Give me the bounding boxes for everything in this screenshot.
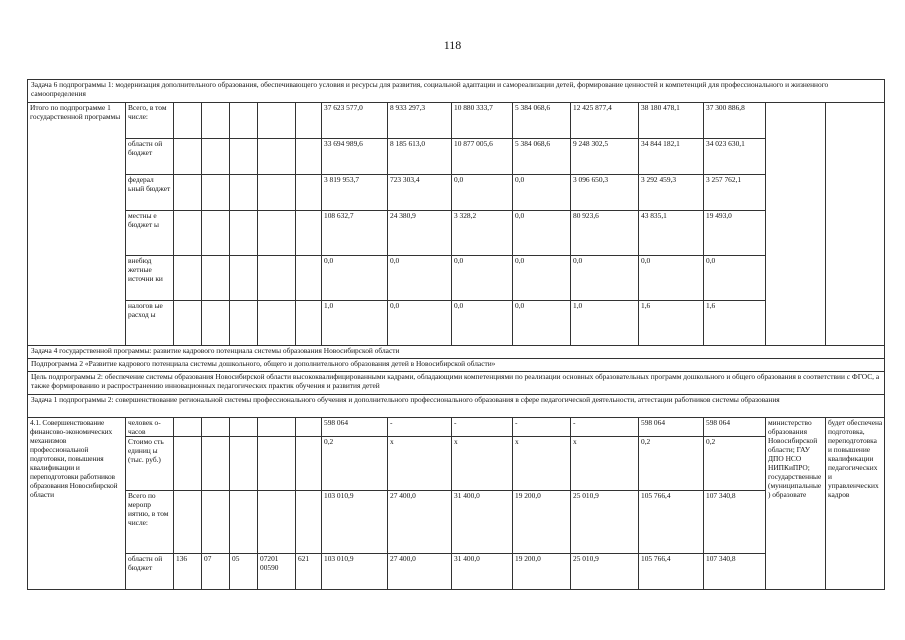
code-cell (202, 491, 230, 554)
value-cell: 103 010,9 (322, 554, 388, 590)
code-cell (296, 418, 322, 437)
code-cell (296, 256, 322, 301)
value-cell: 598 064 (322, 418, 388, 437)
table-row (28, 554, 885, 590)
table-row (28, 491, 885, 554)
code-cell (258, 418, 296, 437)
table-row (28, 256, 885, 301)
value-cell: 8 933 297,3 (388, 103, 452, 139)
section-row (28, 372, 885, 395)
code-cell: 07201 00590 (258, 554, 296, 590)
goal-subprogram2: Цель подпрограммы 2: обеспечение системы образования Новосибирской области высококвалифицированными кадрами, обладающими компетенциями по реализации основных образовательных программ дошкольного и общего образования в соответствии с ФГОС, а также формированию и распространению инновационных педагогических практик обучения и развития детей (28, 372, 885, 395)
code-cell: 07 (202, 554, 230, 590)
code-cell (258, 139, 296, 175)
code-cell (174, 139, 202, 175)
table-row (28, 175, 885, 211)
budget-table (27, 79, 885, 590)
executor-cell (766, 103, 826, 346)
subprogram2-heading: Подпрограмма 2 «Развитие кадрового потенциала системы дошкольного, общего и дополнительного образования детей в Новосибирской области» (28, 359, 885, 372)
value-cell: 0,0 (388, 301, 452, 346)
code-cell: 621 (296, 554, 322, 590)
code-cell (296, 491, 322, 554)
value-cell: 1,0 (322, 301, 388, 346)
task1-subprogram2: Задача 1 подпрограммы 2: совершенствование региональной системы профессионального обучения и дополнительного профессионального образования в сфере педагогической деятельности, аттестации работников системы образования (28, 395, 885, 418)
value-cell: 723 303,4 (388, 175, 452, 211)
value-cell: 10 877 005,6 (452, 139, 513, 175)
table-row (28, 301, 885, 346)
value-cell: 1,6 (704, 301, 766, 346)
value-cell: 105 766,4 (639, 491, 704, 554)
value-cell: 0,0 (513, 211, 571, 256)
value-cell: 0,0 (571, 256, 639, 301)
value-cell: 598 064 (639, 418, 704, 437)
funding-source: налогов ые расход ы (126, 301, 174, 346)
value-cell: 5 384 068,6 (513, 139, 571, 175)
value-cell: 0,0 (452, 301, 513, 346)
value-cell: - (452, 418, 513, 437)
code-cell (230, 301, 258, 346)
value-cell: 107 340,8 (704, 554, 766, 590)
code-cell (230, 211, 258, 256)
value-cell: х (388, 437, 452, 491)
funding-source: внебюд жетные источни ки (126, 256, 174, 301)
funding-source: Всего, в том числе: (126, 103, 174, 139)
value-cell: 0,2 (639, 437, 704, 491)
code-cell (202, 211, 230, 256)
code-cell (230, 175, 258, 211)
funding-source: местны е бюджет ы (126, 211, 174, 256)
code-cell (258, 211, 296, 256)
value-cell: 3 096 650,3 (571, 175, 639, 211)
task6-header-row (28, 80, 885, 103)
code-cell (174, 418, 202, 437)
page-number: 118 (443, 38, 462, 52)
value-cell: 31 400,0 (452, 491, 513, 554)
code-cell (258, 256, 296, 301)
value-cell: 12 425 877,4 (571, 103, 639, 139)
section-row (28, 359, 885, 372)
funding-source: Всего по меропр иятию, в том числе: (126, 491, 174, 554)
code-cell (296, 301, 322, 346)
value-cell: 25 010,9 (571, 491, 639, 554)
code-cell (174, 437, 202, 491)
value-cell: 0,0 (452, 175, 513, 211)
value-cell: - (388, 418, 452, 437)
code-cell (174, 175, 202, 211)
value-cell: 0,2 (704, 437, 766, 491)
code-cell (202, 175, 230, 211)
value-cell: 0,0 (513, 256, 571, 301)
value-cell: х (452, 437, 513, 491)
value-cell: 0,0 (513, 175, 571, 211)
code-cell (258, 103, 296, 139)
value-cell: 24 380,9 (388, 211, 452, 256)
code-cell (296, 175, 322, 211)
value-cell: 33 694 989,6 (322, 139, 388, 175)
value-cell: 8 185 613,0 (388, 139, 452, 175)
value-cell: 9 248 302,5 (571, 139, 639, 175)
table-row (28, 418, 885, 437)
value-cell: 0,0 (322, 256, 388, 301)
code-cell (174, 491, 202, 554)
value-cell: 19 200,0 (513, 554, 571, 590)
value-cell: 3 328,2 (452, 211, 513, 256)
value-cell: 19 200,0 (513, 491, 571, 554)
value-cell: 0,0 (704, 256, 766, 301)
value-cell: 3 257 762,1 (704, 175, 766, 211)
code-cell (202, 139, 230, 175)
value-cell: 19 493,0 (704, 211, 766, 256)
table-row (28, 211, 885, 256)
value-cell: 25 010,9 (571, 554, 639, 590)
value-cell: 107 340,8 (704, 491, 766, 554)
value-cell: 27 400,0 (388, 554, 452, 590)
table-row (28, 437, 885, 491)
value-cell: - (571, 418, 639, 437)
funding-source: областн ой бюджет (126, 554, 174, 590)
code-cell (230, 491, 258, 554)
value-cell: 3 819 953,7 (322, 175, 388, 211)
code-cell (230, 437, 258, 491)
code-cell (202, 437, 230, 491)
code-cell (258, 175, 296, 211)
executor-cell: министерство образования Новосибирской области; ГАУ ДПО НСО НИПКиПРО; государственные (муниципальные) образовате (766, 418, 826, 590)
value-cell: 5 384 068,6 (513, 103, 571, 139)
value-cell: 598 064 (704, 418, 766, 437)
value-cell: 38 180 478,1 (639, 103, 704, 139)
code-cell (202, 301, 230, 346)
funding-source: областн ой бюджет (126, 139, 174, 175)
code-cell (230, 139, 258, 175)
result-cell (826, 103, 885, 346)
table-row (28, 103, 885, 139)
code-cell (296, 211, 322, 256)
value-cell: 0,2 (322, 437, 388, 491)
code-cell: 136 (174, 554, 202, 590)
value-cell: 108 632,7 (322, 211, 388, 256)
code-cell (202, 103, 230, 139)
code-cell (296, 437, 322, 491)
value-cell: 1,6 (639, 301, 704, 346)
code-cell (174, 256, 202, 301)
task6-header: Задача 6 подпрограммы 1: модернизация дополнительного образования, обеспечивающего условия и ресурсы для развития, социальной адаптации и самореализации детей, формирование ценностей и компетенций для профессионального и жизненного самоопределения (28, 80, 885, 103)
code-cell (296, 139, 322, 175)
code-cell (296, 103, 322, 139)
value-cell: 0,0 (639, 256, 704, 301)
value-cell: 3 292 459,3 (639, 175, 704, 211)
value-cell: 0,0 (452, 256, 513, 301)
value-cell: 43 835,1 (639, 211, 704, 256)
value-cell: 80 923,6 (571, 211, 639, 256)
code-cell (174, 103, 202, 139)
section-row (28, 346, 885, 359)
value-cell: 34 844 182,1 (639, 139, 704, 175)
funding-source: Стоимо сть единиц ы (тыс. руб.) (126, 437, 174, 491)
funding-source: федерал ьный бюджет (126, 175, 174, 211)
value-cell: - (513, 418, 571, 437)
value-cell: х (571, 437, 639, 491)
code-cell (230, 103, 258, 139)
code-cell (174, 301, 202, 346)
value-cell: 31 400,0 (452, 554, 513, 590)
value-cell: 34 023 630,1 (704, 139, 766, 175)
code-cell (174, 211, 202, 256)
code-cell (202, 418, 230, 437)
code-cell (230, 256, 258, 301)
value-cell: 37 300 886,8 (704, 103, 766, 139)
itogo-label: Итого по подпрограмме 1 государственной программы (28, 103, 126, 346)
section-row (28, 395, 885, 418)
table-row (28, 139, 885, 175)
value-cell: 37 623 577,0 (322, 103, 388, 139)
code-cell (230, 418, 258, 437)
value-cell: 105 766,4 (639, 554, 704, 590)
code-cell (258, 437, 296, 491)
value-cell: 103 010,9 (322, 491, 388, 554)
code-cell (258, 491, 296, 554)
value-cell: х (513, 437, 571, 491)
result-cell: будет обеспечена подготовка, переподготовка и повышение квалификации педагогических и управленческих кадров (826, 418, 885, 590)
value-cell: 27 400,0 (388, 491, 452, 554)
funding-source: человек о-часов (126, 418, 174, 437)
value-cell: 0,0 (388, 256, 452, 301)
code-cell (202, 256, 230, 301)
value-cell: 0,0 (513, 301, 571, 346)
code-cell: 05 (230, 554, 258, 590)
activity-name: 4.1. Совершенствование финансово-экономических механизмов профессиональной подготовки, повышения квалификации и переподготовки работников образования Новосибирской области (28, 418, 126, 590)
value-cell: 10 880 333,7 (452, 103, 513, 139)
task4-state-heading: Задача 4 государственной программы: развитие кадрового потенциала системы образования Новосибирской области (28, 346, 885, 359)
value-cell: 1,0 (571, 301, 639, 346)
code-cell (258, 301, 296, 346)
